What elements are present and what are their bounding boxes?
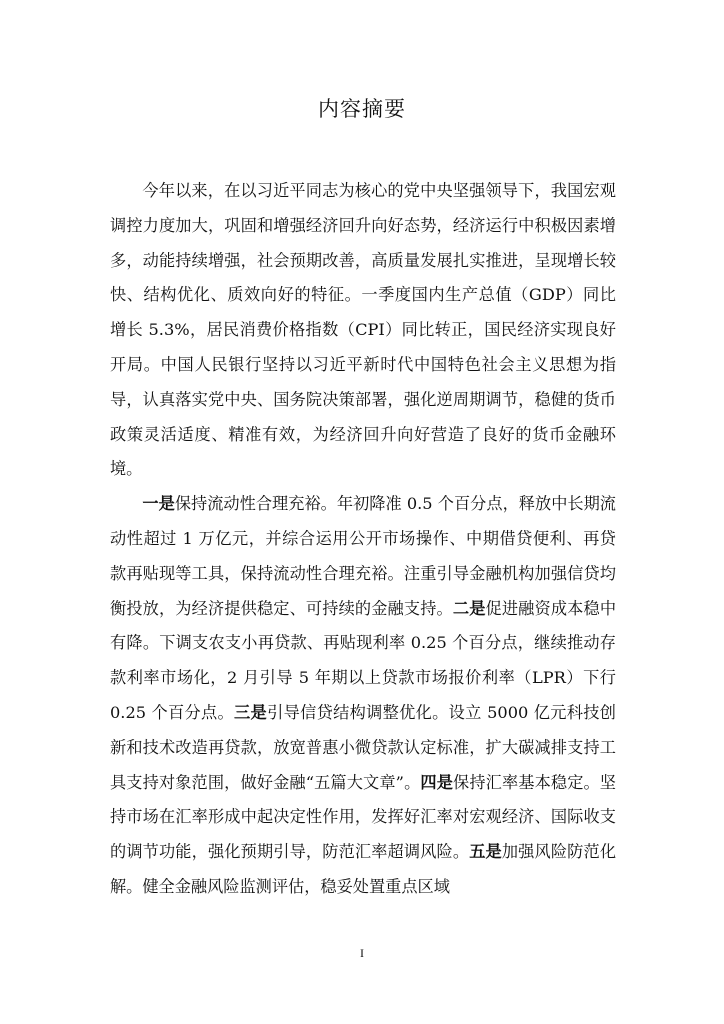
page-number: I	[360, 946, 364, 960]
lead-marker-1: 一是	[142, 494, 175, 514]
lead-marker-2: 二是	[452, 598, 486, 618]
page-title: 内容摘要	[318, 97, 406, 121]
abstract-body	[110, 174, 616, 905]
lead-marker-3: 三是	[234, 702, 268, 722]
paragraph-intro: 今年以来，在以习近平同志为核心的党中央坚强领导下，我国宏观调控力度加大，巩固和增强经济回升向好态势，经济运行中积极因素增多，动能持续增强，社会预期改善，高质量发展扎实推进，呈现增长较快、结构优化、质效向好的特征。一季度国内生产总值（GDP）同比增长 5.3%，居民消费价格指数（CPI）同比转正，国民经济实现良好开局。中国人民银行坚持以习近平新时代中国特色社会主义思想为指导，认真落实党中央、国务院决策部署，强化逆周期调节，稳健的货币政策灵活适度、精准有效，为经济回升向好营造了良好的货币金融环境。	[110, 181, 616, 479]
measure-text-2: 促进融资成本稳中有降。下调支农支小再贷款、再贴现利率 0.25 个百分点，继续推动存款利率市场化，2 月引导 5 年期以上贷款市场报价利率（LPR）下行 0.25 个百分点。	[110, 598, 617, 722]
measure-text-1: 保持流动性合理充裕。年初降准 0.5 个百分点，释放中长期流动性超过 1 万亿元，并综合运用公开市场操作、中期借贷便利、再贷款再贴现等工具，保持流动性合理充裕。注重引导金融机构加强信贷均衡投放，为经济提供稳定、可持续的金融支持。	[110, 494, 616, 618]
lead-marker-4: 四是	[420, 772, 454, 792]
measure-text-5: 加强风险防范化解。健全金融风险监测评估，稳妥处置重点区域	[110, 842, 617, 896]
lead-marker-5: 五是	[469, 842, 502, 862]
measure-text-3: 引导信贷结构调整优化。设立 5000 亿元科技创新和技术改造再贷款，放宽普惠小微贷款认定标准，扩大碳减排支持工具支持对象范围，做好金融“五篇大文章”。	[110, 702, 616, 792]
paragraph-measures	[110, 487, 616, 905]
measure-text-4: 保持汇率基本稳定。坚持市场在汇率形成中起决定性作用，发挥好汇率对宏观经济、国际收支的调节功能，强化预期引导，防范汇率超调风险。	[110, 772, 616, 862]
